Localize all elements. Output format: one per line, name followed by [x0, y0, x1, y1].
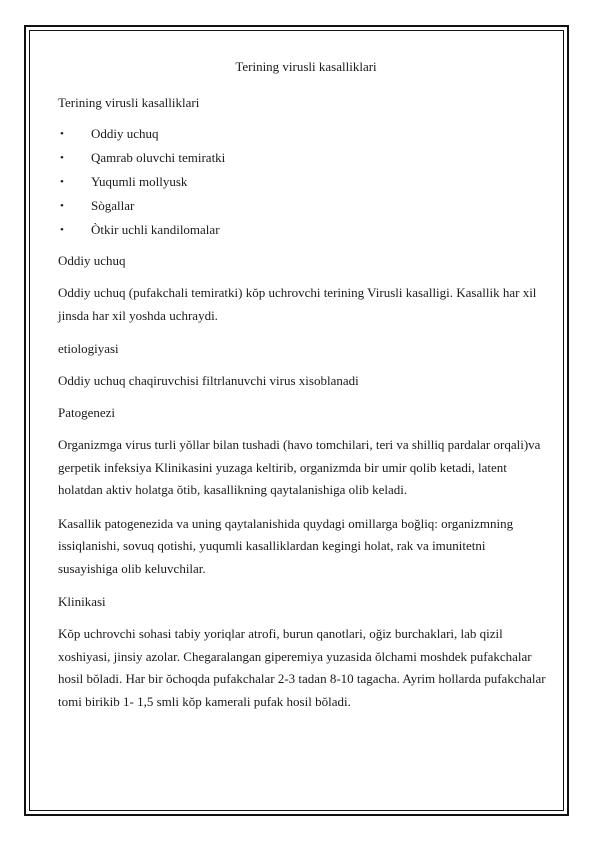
list-item: • Òtkir uchli kandilomalar [58, 218, 548, 242]
document-body [58, 56, 548, 724]
bullet-icon: • [60, 176, 64, 188]
document-title: Terining virusli kasalliklari [235, 59, 377, 74]
list-item: • Sògallar [58, 194, 548, 218]
section-heading-etiologiya: etiologiyasi [58, 341, 119, 356]
section-heading-klinika: Klinikasi [58, 594, 106, 609]
list-item: • Yuqumli mollyusk [58, 170, 548, 194]
section-heading-patogenez: Patogenezi [58, 405, 116, 420]
section-heading-oddiy: Oddiy uchuq [58, 253, 126, 268]
paragraph-patogenez-1: Organizmga virus turli yŏllar bilan tushadi (havo tomchilari, teri va shilliq pardalar orqali)va gerpetik infeksiya Klinikasini yuzaga keltirib, organizmda bir umir qolib ketadi, latent holatdan aktiv holatga ŏtib, kasallikning qaytalanishiga olib keladi. [58, 437, 541, 497]
list-item: • Oddiy uchuq [58, 122, 548, 146]
bullet-icon: • [60, 152, 64, 164]
heading: Terining virusli kasalliklari [58, 95, 200, 110]
paragraph-oddiy: Oddiy uchuq (pufakchali temiratki) kŏp uchrovchi terining Virusli kasalligi. Kasallik har xil jinsda har xil yoshda uchraydi. [58, 285, 537, 323]
list-item: • Qamrab oluvchi temiratki [58, 146, 548, 170]
disease-list [58, 122, 548, 242]
paragraph-etiologiya: Oddiy uchuq chaqiruvchisi filtrlanuvchi virus xisoblanadi [58, 373, 359, 388]
paragraph-klinika: Kŏp uchrovchi sohasi tabiy yoriqlar atrofi, burun qanotlari, oğiz burchaklari, lab qizil xoshiyasi, jinsiy azolar. Chegaralangan giperemiya yuzasida ŏlchami moshdek pufakchalar hosil bŏladi. Har bir ŏchoqda pufakchalar 2-3 tadan 8-10 tagacha. Ayrim hollarda pufakchalar tomi birikib 1- 1,5 smli kŏp kamerali pufak hosil bŏladi. [58, 626, 546, 709]
bullet-icon: • [60, 128, 64, 140]
bullet-icon: • [60, 200, 64, 212]
paragraph-patogenez-2: Kasallik patogenezida va uning qaytalanishida quydagi omillarga boğliq: organizmning issiqlanishi, sovuq qotishi, yuqumli kasalliklardan kegingi holat, rak va imunitetni susayishiga olib keluvchilar. [58, 515, 514, 576]
bullet-icon: • [60, 224, 64, 236]
